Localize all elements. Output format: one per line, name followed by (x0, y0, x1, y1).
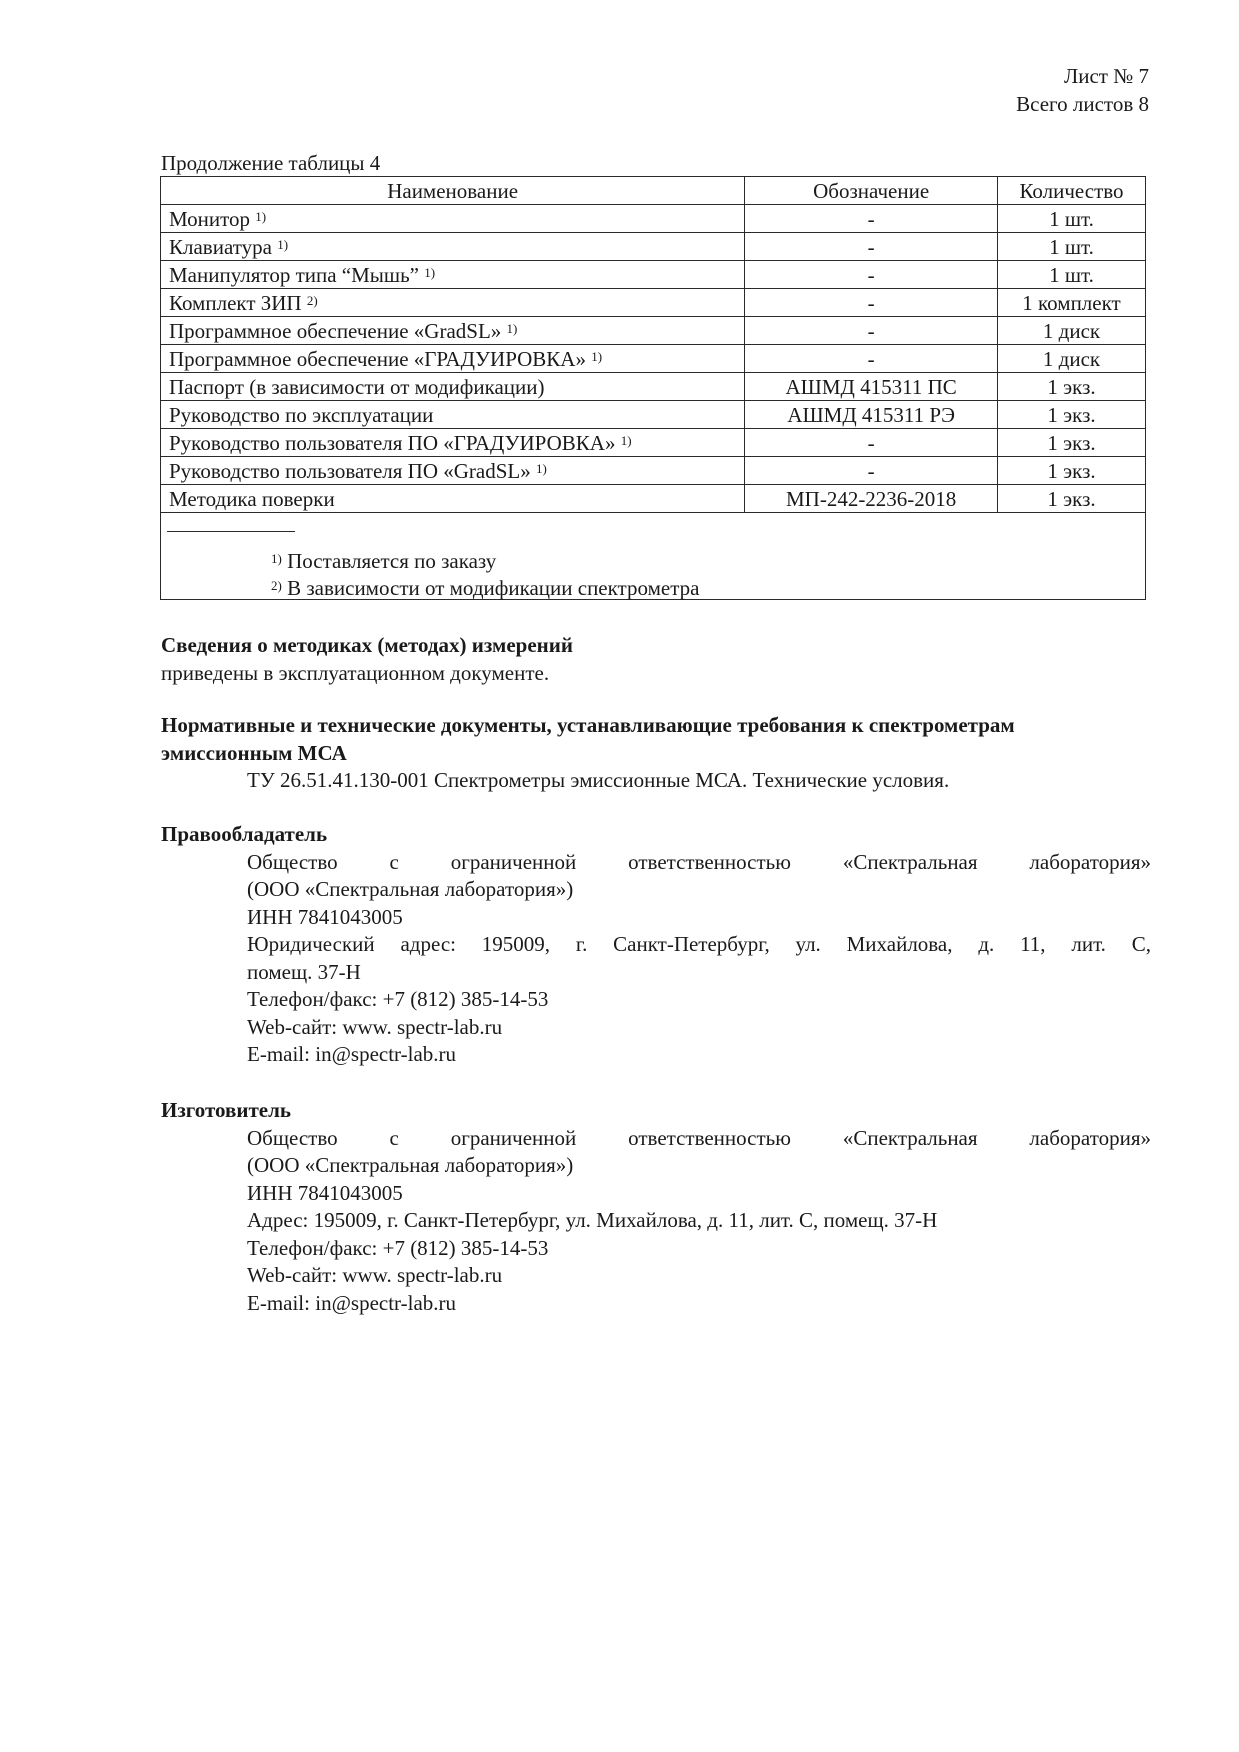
footnote-text: Поставляется по заказу (287, 549, 497, 573)
rightholder-email: E-mail: in@spectr-lab.ru (247, 1042, 457, 1066)
table-row (161, 429, 1146, 457)
cell-code: - (745, 289, 998, 317)
table-row (161, 401, 1146, 429)
cell-name (161, 289, 745, 317)
cell-qty: 1 экз. (998, 373, 1146, 401)
cell-code: АШМД 415311 ПС (745, 373, 998, 401)
cell-name (161, 345, 745, 373)
cell-qty: 1 экз. (998, 401, 1146, 429)
item-name: Руководство пользователя ПО «GradSL» (169, 459, 531, 483)
cell-qty: 1 диск (998, 345, 1146, 373)
cell-name (161, 261, 745, 289)
page-header (1016, 62, 1149, 118)
footnote-ref: 1) (506, 321, 518, 336)
normative-section (161, 712, 1151, 795)
manufacturer-address: Адрес: 195009, г. Санкт-Петербург, ул. Михайлова, д. 11, лит. С, помещ. 37-Н (247, 1208, 938, 1232)
methods-heading: Сведения о методиках (методах) измерений (161, 633, 573, 657)
table-row (161, 317, 1146, 345)
cell-qty: 1 диск (998, 317, 1146, 345)
cell-qty: 1 экз. (998, 457, 1146, 485)
manufacturer-inn: ИНН 7841043005 (247, 1180, 403, 1205)
item-name: Руководство по эксплуатации (169, 403, 434, 427)
rightholder-org: Общество с ограниченной ответственностью «Спектральная лаборатория» (247, 849, 1151, 874)
sheet-number: Лист № 7 (1063, 64, 1149, 88)
footnote-ref: 1) (424, 265, 436, 280)
item-name: Паспорт (в зависимости от модификации) (169, 375, 545, 399)
footnote-mark: 1) (271, 551, 282, 566)
cell-name (161, 457, 745, 485)
column-header-name: Наименование (161, 177, 745, 205)
footnote-2 (271, 575, 699, 601)
table-row (161, 261, 1146, 289)
item-name: Монитор (169, 207, 251, 231)
footnote-ref: 1) (620, 433, 632, 448)
footnote-ref: 1) (255, 209, 267, 224)
item-name: Манипулятор типа “Мышь” (169, 263, 419, 287)
table-row (161, 485, 1146, 513)
cell-code: - (745, 233, 998, 261)
rightholder-phone: Телефон/факс: +7 (812) 385-14-53 (247, 987, 549, 1011)
item-name: Методика поверки (169, 487, 335, 511)
cell-qty: 1 экз. (998, 485, 1146, 513)
methods-text: приведены в эксплуатационном документе. (161, 660, 550, 685)
normative-heading: Нормативные и технические документы, устанавливающие требования к спектрометрам эмиссионным МСА (161, 713, 1015, 765)
item-name: Программное обеспечение «GradSL» (169, 319, 502, 343)
equipment-table (160, 176, 1146, 600)
rightholder-heading: Правообладатель (161, 822, 328, 846)
rightholder-address: Юридический адрес: 195009, г. Санкт-Петербург, ул. Михайлова, д. 11, лит. С, (247, 932, 1151, 956)
manufacturer-web: Web-сайт: www. spectr-lab.ru (247, 1263, 503, 1287)
item-name: Клавиатура (169, 235, 272, 259)
rightholder-org-short: (ООО «Спектральная лаборатория») (247, 877, 574, 901)
cell-qty: 1 экз. (998, 429, 1146, 457)
table-row (161, 345, 1146, 373)
cell-name (161, 401, 745, 429)
manufacturer-email: E-mail: in@spectr-lab.ru (247, 1290, 457, 1315)
footnote-ref: 1) (591, 349, 603, 364)
column-header-qty: Количество (998, 177, 1146, 205)
rightholder-section (161, 821, 1151, 1069)
item-name: Руководство пользователя ПО «ГРАДУИРОВКА» (169, 431, 616, 455)
rightholder-web: Web-сайт: www. spectr-lab.ru (247, 1014, 503, 1039)
footnote-ref: 2) (306, 293, 318, 308)
footnote-1 (271, 548, 496, 574)
cell-code: - (745, 429, 998, 457)
cell-code: МП-242-2236-2018 (745, 485, 998, 513)
footnote-text: В зависимости от модификации спектрометра (287, 576, 700, 600)
footnotes-cell (161, 513, 1146, 600)
cell-qty: 1 комплект (998, 289, 1146, 317)
footnote-separator (167, 531, 295, 532)
cell-code: - (745, 345, 998, 373)
table-row (161, 457, 1146, 485)
cell-qty: 1 шт. (998, 205, 1146, 233)
manufacturer-phone: Телефон/факс: +7 (812) 385-14-53 (247, 1235, 549, 1260)
methods-section (161, 632, 1151, 687)
cell-name (161, 429, 745, 457)
table-row (161, 373, 1146, 401)
cell-code: - (745, 457, 998, 485)
cell-name (161, 485, 745, 513)
cell-code: АШМД 415311 РЭ (745, 401, 998, 429)
table-row (161, 289, 1146, 317)
cell-name (161, 373, 745, 401)
table-header-row (161, 177, 1146, 205)
rightholder-inn: ИНН 7841043005 (247, 904, 403, 929)
table-body (161, 205, 1146, 513)
manufacturer-org: Общество с ограниченной ответственностью «Спектральная лаборатория» (247, 1125, 1151, 1150)
total-sheets: Всего листов 8 (1016, 92, 1149, 116)
cell-name (161, 205, 745, 233)
cell-name (161, 233, 745, 261)
manufacturer-org-short: (ООО «Спектральная лаборатория») (247, 1153, 574, 1177)
footnote-ref: 1) (536, 461, 547, 476)
manufacturer-section (161, 1097, 1151, 1317)
table-row (161, 233, 1146, 261)
cell-qty: 1 шт. (998, 261, 1146, 289)
cell-code: - (745, 261, 998, 289)
cell-qty: 1 шт. (998, 233, 1146, 261)
manufacturer-heading: Изготовитель (161, 1098, 291, 1122)
normative-text: ТУ 26.51.41.130-001 Спектрометры эмиссионные МСА. Технические условия. (247, 768, 950, 792)
cell-code: - (745, 317, 998, 345)
table-row (161, 205, 1146, 233)
footnote-mark: 2) (271, 578, 282, 593)
rightholder-address-cont: помещ. 37-Н (247, 959, 361, 984)
cell-name (161, 317, 745, 345)
item-name: Комплект ЗИП (169, 291, 302, 315)
cell-code: - (745, 205, 998, 233)
item-name: Программное обеспечение «ГРАДУИРОВКА» (169, 347, 586, 371)
table-caption: Продолжение таблицы 4 (161, 151, 381, 175)
footnote-ref: 1) (277, 237, 289, 252)
footnotes-row (161, 513, 1146, 600)
column-header-code: Обозначение (745, 177, 998, 205)
